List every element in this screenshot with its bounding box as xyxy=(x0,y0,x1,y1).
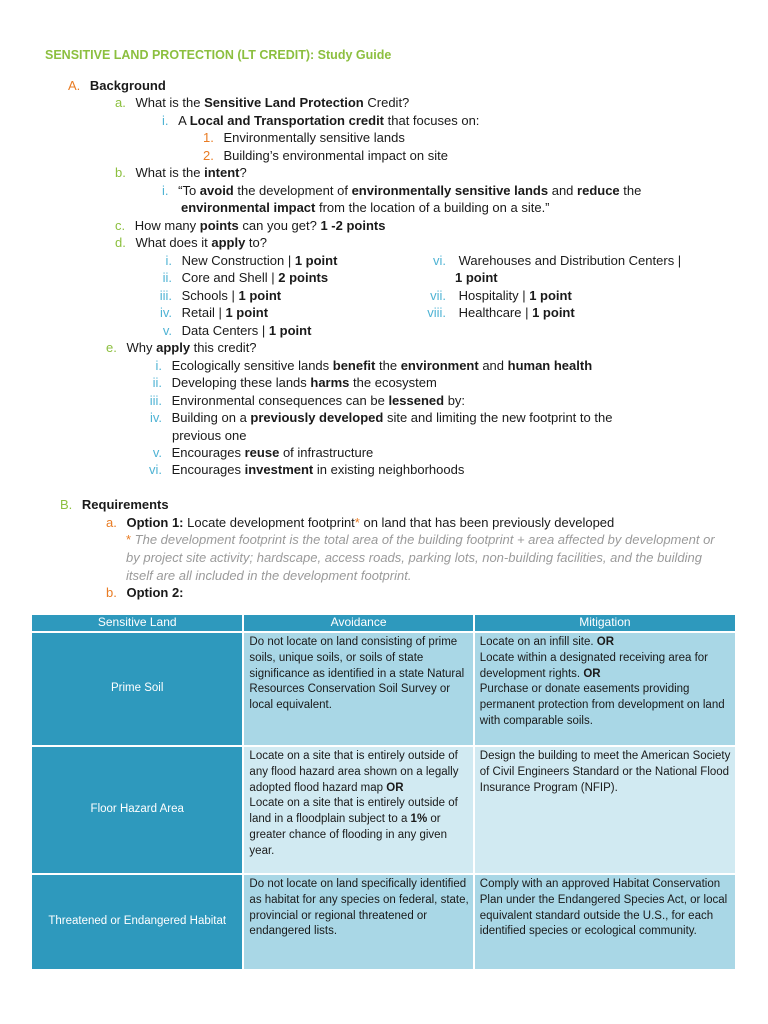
question-e: e. Why apply this credit? xyxy=(106,340,257,355)
avoidance-cell: Locate on a site that is entirely outside of any flood hazard area shown on a legally adopted flood hazard map OR Locate on a site that is entirely outside of land in a floodplain subject to a 1% or greater chance of flooding in any given year. xyxy=(243,746,473,874)
answer-e-iv: iv. Building on a previously developed site and limiting the new footprint to the xyxy=(149,410,613,425)
answer-e-ii: ii. Developing these lands harms the ecosystem xyxy=(152,375,437,390)
list-item: iv. Retail | 1 point xyxy=(159,305,269,320)
answer-a-i: i. A Local and Transportation credit that focuses on: xyxy=(162,113,480,128)
column-header: Avoidance xyxy=(243,614,473,632)
list-item: vi. Warehouses and Distribution Centers | xyxy=(433,253,682,268)
row-header: Floor Hazard Area xyxy=(31,746,243,874)
section-a-heading xyxy=(68,77,166,94)
section-a-label: Background xyxy=(89,78,166,93)
list-item: v. Data Centers | 1 point xyxy=(162,323,312,338)
answer-e-iii: iii. Environmental consequences can be lessened by: xyxy=(149,393,466,408)
table-row xyxy=(31,632,736,746)
column-header: Mitigation xyxy=(474,614,736,632)
page-title: SENSITIVE LAND PROTECTION (LT CREDIT): Study Guide xyxy=(45,48,392,62)
table-row xyxy=(31,746,736,874)
list-item-continuation: 1 point xyxy=(455,270,498,285)
section-b-label: Requirements xyxy=(81,497,169,512)
options-table xyxy=(30,613,737,971)
avoidance-cell: Do not locate on land specifically identified as habitat for any species on federal, state, provincial or regional threatened or endangered lists. xyxy=(243,874,473,970)
table-row xyxy=(31,874,736,970)
question-d: d. What does it apply to? xyxy=(115,235,267,250)
answer-b-i-line2: environmental impact from the location of a building on a site.” xyxy=(181,200,550,215)
mitigation-cell: Design the building to meet the American Society of Civil Engineers Standard or the National Flood Insurance Program (NFIP). xyxy=(474,746,736,874)
list-item: viii. Healthcare | 1 point xyxy=(427,305,575,320)
table-header-row xyxy=(31,614,736,632)
answer-e-v: v. Encourages reuse of infrastructure xyxy=(152,445,374,460)
question-c: c. How many points can you get? 1 -2 points xyxy=(115,218,386,233)
list-item: iii. Schools | 1 point xyxy=(159,288,282,303)
footprint-note: * The development footprint is the total area of the building footprint + area affected by development or by project site activity; hardscape, access roads, parking lots, non-building facilities, and the building itself are all included in the development footprint. xyxy=(126,532,715,583)
answer-e-iv-line2: previous one xyxy=(172,428,247,443)
mitigation-cell: Locate on an infill site. OR Locate within a designated receiving area for development rights. OR Purchase or donate easements providing permanent protection from development on land with comparable soils. xyxy=(474,632,736,746)
section-a-marker: A. xyxy=(68,78,81,93)
answer-a-i-1: 1. Environmentally sensitive lands xyxy=(203,130,405,145)
section-b-heading xyxy=(60,496,169,513)
mitigation-cell: Comply with an approved Habitat Conservation Plan under the Endangered Species Act, or local equivalent standard outside the U.S., for each identified species or ecological community. xyxy=(474,874,736,970)
list-item: i. New Construction | 1 point xyxy=(165,253,338,268)
row-header: Prime Soil xyxy=(31,632,243,746)
question-a: a. What is the Sensitive Land Protection Credit? xyxy=(115,95,410,110)
answer-e-vi: vi. Encourages investment in existing neighborhoods xyxy=(149,462,465,477)
answer-b-i: i. “To avoid the development of environmentally sensitive lands and reduce the xyxy=(162,183,642,198)
list-item: ii. Core and Shell | 2 points xyxy=(162,270,329,285)
row-header: Threatened or Endangered Habitat xyxy=(31,874,243,970)
answer-e-i: i. Ecologically sensitive lands benefit the environment and human health xyxy=(155,358,593,373)
column-header: Sensitive Land xyxy=(31,614,243,632)
question-b: b. What is the intent? xyxy=(115,165,247,180)
list-item: vii. Hospitality | 1 point xyxy=(430,288,572,303)
answer-a-i-2: 2. Building’s environmental impact on site xyxy=(203,148,448,163)
section-b-marker: B. xyxy=(60,497,73,512)
option-2: b. Option 2: xyxy=(106,585,184,600)
option-1: a. Option 1: Locate development footprint* on land that has been previously developed xyxy=(106,515,615,530)
avoidance-cell: Do not locate on land consisting of prime soils, unique soils, or soils of state significance as identified in a state Natural Resources Conservation Soil Survey or local equivalent. xyxy=(243,632,473,746)
